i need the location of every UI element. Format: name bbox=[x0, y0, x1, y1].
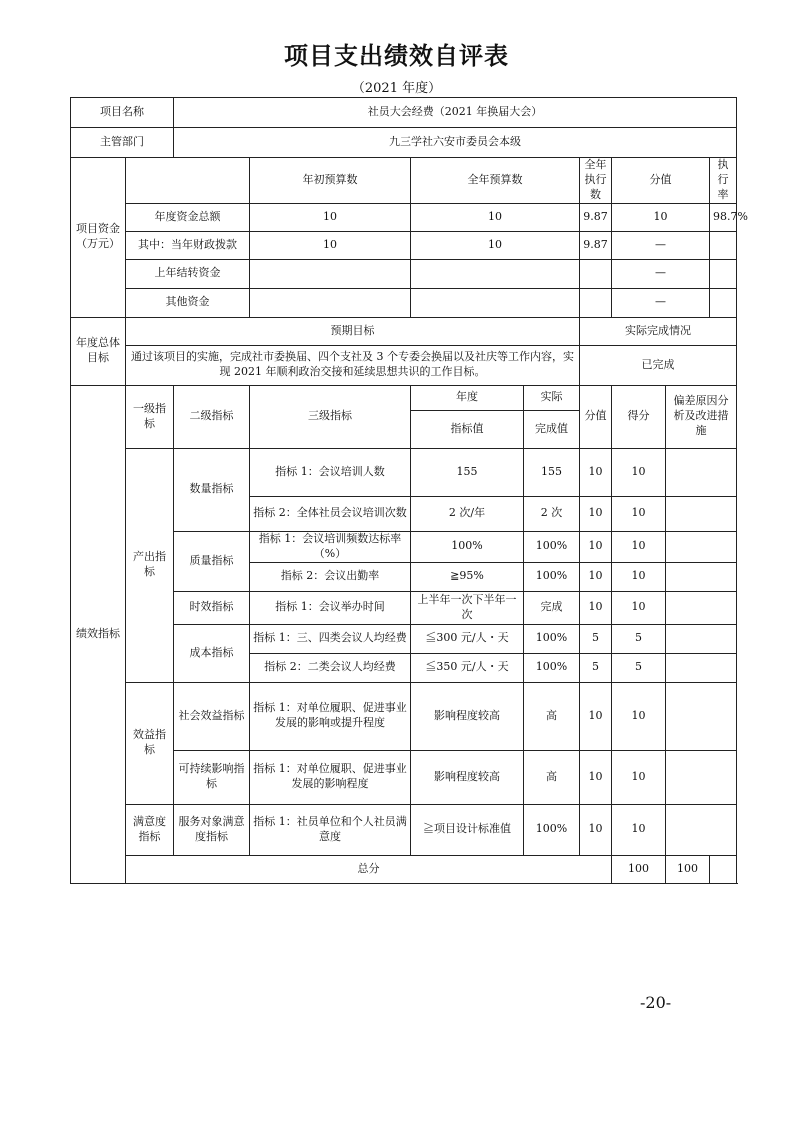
level2-social: 社会效益指标 bbox=[174, 682, 250, 750]
funds-rate bbox=[710, 259, 737, 288]
indicator-actual: 100% bbox=[524, 804, 580, 855]
funds-label: 项目资金（万元） bbox=[71, 158, 126, 318]
indicator-score: 10 bbox=[612, 496, 666, 531]
total-row bbox=[71, 855, 737, 883]
goals-actual-text: 已完成 bbox=[580, 345, 737, 385]
indicator-score: 10 bbox=[612, 448, 666, 496]
perf-header-target: 指标值 bbox=[411, 410, 524, 448]
perf-row bbox=[71, 804, 737, 855]
indicator: 指标 1：会议举办时间 bbox=[250, 591, 411, 624]
indicator-reason bbox=[666, 653, 737, 682]
department-label: 主管部门 bbox=[71, 128, 174, 158]
funds-row bbox=[71, 259, 737, 288]
indicator-target: ≧项目设计标准值 bbox=[411, 804, 524, 855]
indicator-score-value: 10 bbox=[580, 496, 612, 531]
indicator-target: 上半年一次下半年一次 bbox=[411, 591, 524, 624]
funds-executed: 9.87 bbox=[580, 203, 612, 231]
perf-row bbox=[71, 448, 737, 496]
indicator-actual: 高 bbox=[524, 750, 580, 804]
indicator-score: 10 bbox=[612, 531, 666, 562]
indicator: 指标 1：对单位履职、促进事业发展的影响程度 bbox=[250, 750, 411, 804]
indicator-target: ≧95% bbox=[411, 562, 524, 591]
indicator-reason bbox=[666, 496, 737, 531]
funds-score-value: — bbox=[612, 231, 710, 259]
indicator-actual: 155 bbox=[524, 448, 580, 496]
level2-quality: 质量指标 bbox=[174, 531, 250, 591]
perf-header-score: 得分 bbox=[612, 385, 666, 448]
indicator-score-value: 5 bbox=[580, 624, 612, 653]
funds-initial bbox=[250, 288, 411, 317]
funds-annual bbox=[411, 288, 580, 317]
project-name-value: 社员大会经费（2021 年换届大会） bbox=[174, 98, 737, 128]
indicator-actual: 100% bbox=[524, 653, 580, 682]
indicator-target: ≦300 元/人・天 bbox=[411, 624, 524, 653]
indicator-score: 5 bbox=[612, 653, 666, 682]
indicator: 指标 2：会议出勤率 bbox=[250, 562, 411, 591]
funds-row-label: 其他资金 bbox=[126, 288, 250, 317]
funds-header-row bbox=[71, 158, 737, 204]
indicator-reason bbox=[666, 750, 737, 804]
perf-label: 绩效指标 bbox=[71, 385, 126, 883]
row-project-name bbox=[71, 98, 737, 128]
perf-header-actual-top: 实际 bbox=[524, 385, 580, 410]
self-evaluation-table bbox=[70, 97, 748, 884]
level2-sustain: 可持续影响指标 bbox=[174, 750, 250, 804]
indicator: 指标 1：社员单位和个人社员满意度 bbox=[250, 804, 411, 855]
indicator: 指标 1：三、四类会议人均经费 bbox=[250, 624, 411, 653]
indicator-target: 影响程度较高 bbox=[411, 682, 524, 750]
indicator-score-value: 10 bbox=[580, 591, 612, 624]
page-title: 项目支出绩效自评表 bbox=[284, 41, 509, 70]
funds-score-value: — bbox=[612, 259, 710, 288]
funds-row bbox=[71, 288, 737, 317]
indicator-target: 100% bbox=[411, 531, 524, 562]
indicator-score-value: 10 bbox=[580, 682, 612, 750]
perf-header-reason: 偏差原因分析及改进措施 bbox=[666, 385, 737, 448]
indicator-actual: 100% bbox=[524, 562, 580, 591]
goals-actual-header: 实际完成情况 bbox=[580, 317, 737, 345]
funds-executed bbox=[580, 259, 612, 288]
group-satisfaction: 满意度指标 bbox=[126, 804, 174, 855]
perf-row bbox=[71, 682, 737, 750]
level2-service: 服务对象满意度指标 bbox=[174, 804, 250, 855]
indicator-score: 10 bbox=[612, 591, 666, 624]
indicator-actual: 完成 bbox=[524, 591, 580, 624]
funds-annual: 10 bbox=[411, 203, 580, 231]
header-executed: 全年执行数 bbox=[580, 158, 612, 204]
header-score-value: 分值 bbox=[612, 158, 710, 204]
perf-header-score-value: 分值 bbox=[580, 385, 612, 448]
row-department bbox=[71, 128, 737, 158]
indicator-actual: 100% bbox=[524, 531, 580, 562]
goals-expected-header: 预期目标 bbox=[126, 317, 580, 345]
funds-initial bbox=[250, 259, 411, 288]
indicator: 指标 1：对单位履职、促进事业发展的影响或提升程度 bbox=[250, 682, 411, 750]
indicator-score-value: 5 bbox=[580, 653, 612, 682]
funds-row bbox=[71, 203, 737, 231]
header-annual-budget: 全年预算数 bbox=[411, 158, 580, 204]
total-score: 100 bbox=[666, 855, 710, 883]
indicator-reason bbox=[666, 448, 737, 496]
indicator-reason bbox=[666, 562, 737, 591]
indicator-reason bbox=[666, 624, 737, 653]
indicator-score-value: 10 bbox=[580, 750, 612, 804]
funds-annual: 10 bbox=[411, 231, 580, 259]
indicator-actual: 100% bbox=[524, 624, 580, 653]
funds-score-value: 10 bbox=[612, 203, 710, 231]
department-value: 九三学社六安市委员会本级 bbox=[174, 128, 737, 158]
funds-row bbox=[71, 231, 737, 259]
indicator-reason bbox=[666, 682, 737, 750]
total-label: 总分 bbox=[126, 855, 612, 883]
indicator-target: 2 次/年 bbox=[411, 496, 524, 531]
indicator-score-value: 10 bbox=[580, 531, 612, 562]
perf-header-level3: 三级指标 bbox=[250, 385, 411, 448]
page-number: -20- bbox=[640, 993, 672, 1012]
funds-executed: 9.87 bbox=[580, 231, 612, 259]
indicator-reason bbox=[666, 804, 737, 855]
perf-header-annual: 年度 bbox=[411, 385, 524, 410]
indicator: 指标 1：会议培训频数达标率（%） bbox=[250, 531, 411, 562]
funds-row-label: 年度资金总额 bbox=[126, 203, 250, 231]
funds-annual bbox=[411, 259, 580, 288]
indicator: 指标 2：全体社员会议培训次数 bbox=[250, 496, 411, 531]
indicator-target: 影响程度较高 bbox=[411, 750, 524, 804]
funds-executed bbox=[580, 288, 612, 317]
indicator-target: 155 bbox=[411, 448, 524, 496]
goals-label: 年度总体目标 bbox=[71, 317, 126, 385]
indicator-score: 10 bbox=[612, 804, 666, 855]
indicator-score: 10 bbox=[612, 750, 666, 804]
goals-expected-text: 通过该项目的实施，完成社市委换届、四个支社及 3 个专委会换届以及社庆等工作内容，实现 2021 年顺利政治交接和延续思想共识的工作目标。 bbox=[126, 345, 580, 385]
goals-content-row bbox=[71, 345, 737, 385]
indicator-reason bbox=[666, 531, 737, 562]
indicator: 指标 1：会议培训人数 bbox=[250, 448, 411, 496]
header-exec-rate: 执行率 bbox=[710, 158, 737, 204]
page-subtitle: （2021 年度） bbox=[351, 81, 442, 96]
indicator-score: 10 bbox=[612, 562, 666, 591]
indicator-score-value: 10 bbox=[580, 804, 612, 855]
perf-header-row bbox=[71, 385, 737, 410]
perf-header-level1: 一级指标 bbox=[126, 385, 174, 448]
indicator-reason bbox=[666, 591, 737, 624]
funds-header-blank bbox=[126, 158, 250, 204]
funds-rate bbox=[710, 231, 737, 259]
funds-rate: 98.7% bbox=[710, 203, 737, 231]
level2-cost: 成本指标 bbox=[174, 624, 250, 682]
funds-row-label: 上年结转资金 bbox=[126, 259, 250, 288]
indicator-score-value: 10 bbox=[580, 562, 612, 591]
funds-score-value: — bbox=[612, 288, 710, 317]
level2-quantity: 数量指标 bbox=[174, 448, 250, 531]
funds-initial: 10 bbox=[250, 203, 411, 231]
indicator-actual: 高 bbox=[524, 682, 580, 750]
total-reason bbox=[710, 855, 737, 883]
group-output: 产出指标 bbox=[126, 448, 174, 682]
perf-header-level2: 二级指标 bbox=[174, 385, 250, 448]
header-initial-budget: 年初预算数 bbox=[250, 158, 411, 204]
group-benefit: 效益指标 bbox=[126, 682, 174, 804]
funds-row-label: 其中：当年财政拨款 bbox=[126, 231, 250, 259]
indicator: 指标 2：二类会议人均经费 bbox=[250, 653, 411, 682]
perf-header-actual-bottom: 完成值 bbox=[524, 410, 580, 448]
indicator-target: ≦350 元/人・天 bbox=[411, 653, 524, 682]
goals-header-row bbox=[71, 317, 737, 345]
funds-initial: 10 bbox=[250, 231, 411, 259]
level2-timeliness: 时效指标 bbox=[174, 591, 250, 624]
project-name-label: 项目名称 bbox=[71, 98, 174, 128]
indicator-score-value: 10 bbox=[580, 448, 612, 496]
indicator-score: 5 bbox=[612, 624, 666, 653]
indicator-score: 10 bbox=[612, 682, 666, 750]
indicator-actual: 2 次 bbox=[524, 496, 580, 531]
total-score-value: 100 bbox=[612, 855, 666, 883]
funds-rate bbox=[710, 288, 737, 317]
